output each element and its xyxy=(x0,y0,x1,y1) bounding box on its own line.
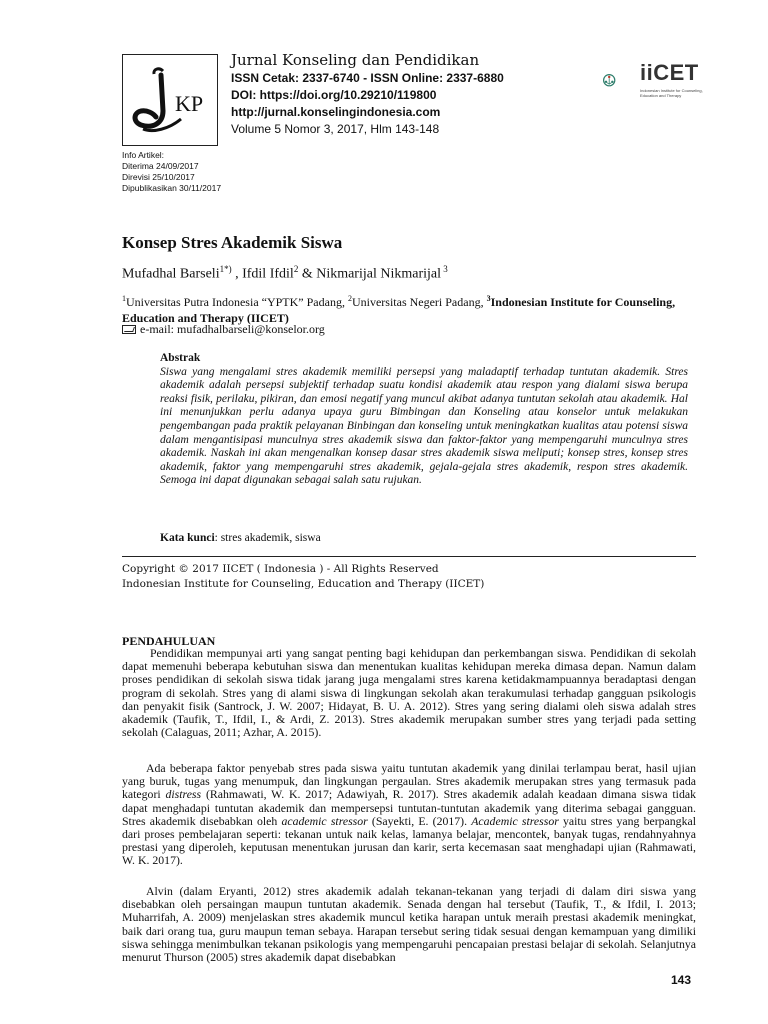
journal-header xyxy=(231,50,504,138)
affiliation: Universitas Negeri Padang, xyxy=(351,295,487,309)
abstract-text: Siswa yang mengalami stres akademik memiliki persepsi yang maladaptif terhadap tuntutan akademik. Stres akademik adalah persepsi subjektif terhadap suatu kondisi akademik atau respon yang dialami siswa berupa reaksi fisik, perilaku, pikiran, dan emosi negatif yang muncul akibat adanya tuntutan sekolah atau akademik. Hal ini menunjukkan perlu adanya upaya guru Bimbingan dan Konseling atau konselor untuk melakukan pengembangan pada praktik pelayanan Binbingan dan konseling untuk meningkatkan kualitas atau potensi siswa dalam mengantisipasi munculnya stres akademik siswa dan faktor-faktor yang mempengaruhi munculnya stres akademik. Naskah ini akan mengenalkan konsep dasar stres akademik siswa meliputi; konsep stres, konsep stres akademik, faktor yang mempengaruhi stres akademik, gejala-gejala stres akademik, respon stres akademik. Semoga ini dapat digunakan sebagai salah satu rujukan. xyxy=(160,365,688,487)
keywords-text: : stres akademik, siswa xyxy=(214,532,321,544)
email-label: e-mail xyxy=(140,322,171,336)
paragraph: Pendidikan mempunyai arti yang sangat penting bagi kehidupan dan perkembangan siswa. Pendidikan di sekolah dapat memenuhi beberapa kebutuhan siswa dan menentukan kualitas kehidupan mereka dimasa depan. Namun dalam proses pendidikan di sekolah siswa tidak jarang juga mengalami stres karena ketidakmampuannya beradaptasi dengan program di sekolah. Stres yang di alami siswa di lingkungan sekolah akan terakumulasi terhadap gangguan psikologis dan penyakit fisik (Santrock, J. W. 2007; Hidayat, B. U. A. 2012). Stres yang sering dialami oleh siswa adalah stres akademik (Taufik, T., Ifdil, I., & Ardi, Z. 2013). Stres akademik merupakan sumber stres yang terjadi pada setting sekolah (Calaguas, 2011; Azhar, A. 2015). xyxy=(122,646,696,740)
author-sup: 1*) xyxy=(219,264,232,274)
section-title: PENDAHULUAN xyxy=(122,634,216,648)
journal-volume: Volume 5 Nomor 3, 2017, Hlm 143-148 xyxy=(231,122,440,136)
author-name: Mufadhal Barseli xyxy=(122,266,220,282)
jkp-logo-icon xyxy=(123,55,219,147)
author-sup: 3 xyxy=(441,264,448,274)
iicet-wordmark: iiCET xyxy=(640,60,699,85)
paragraph xyxy=(122,762,696,868)
info-published: Dipublikasikan 30/11/2017 xyxy=(122,183,222,193)
copyright-line: Copyright © 2017 IICET ( Indonesia ) - All Rights Reserved xyxy=(122,563,439,575)
email-address[interactable]: : mufadhalbarseli@konselor.org xyxy=(170,322,325,336)
author-name: Nikmarijal Nikmarijal xyxy=(316,266,441,282)
article-title: Konsep Stres Akademik Siswa xyxy=(122,233,343,252)
copyright-org: Indonesian Institute for Counseling, Education and Therapy (IICET) xyxy=(122,578,485,590)
abstract xyxy=(160,352,688,488)
logo-text: KP xyxy=(175,91,204,116)
author-separator: , xyxy=(231,266,243,282)
affil-sup: 2 xyxy=(347,294,352,303)
iicet-tagline: Indonesian Institute for Counseling, Education and Therapy xyxy=(640,88,703,98)
author-list xyxy=(122,264,448,283)
author-separator: & xyxy=(298,266,317,282)
info-received: Diterima 24/09/2017 xyxy=(122,161,199,171)
journal-name: Jurnal Konseling dan Pendidikan xyxy=(231,51,480,69)
affil-sup: 1 xyxy=(122,294,126,303)
info-revised: Direvisi 25/10/2017 xyxy=(122,172,195,182)
paragraph: Alvin (dalam Eryanti, 2012) stres akademik adalah tekanan-tekanan yang terjadi di dalam diri siswa yang disebabkan oleh persaingan maupun tuntutan akademik. Senada dengan hal tersebut (Taufik, T., & Ifdil, I. 2013; Muharrifah, A. 2009) menjelaskan stres akademik muncul ketika harapan untuk meraih prestasi akademik meningkat, baik dari orang tua, guru maupun teman sebaya. Harapan tersebut sering tidak sesuai dengan kemampuan yang dimiliki siswa sehingga menimbulkan tekanan psikologis yang mempengaruhi pencapaian prestasi belajar di sekolah. Selanjutnya menurut Thurson (2005) stres akademik dapat disebabkan xyxy=(122,884,696,965)
italic-term: academic stressor xyxy=(281,813,368,828)
info-heading: Info Artikel: xyxy=(122,150,165,160)
affiliation: Indonesian Institute for Counseling, Education and Therapy (IICET) xyxy=(122,295,676,325)
keywords-label: Kata kunci xyxy=(160,532,215,544)
mail-icon xyxy=(122,325,136,334)
paragraph-text: yaitu stres yang berpangkal dari proses pembelajaran seperti: tekanan untuk naik kelas, lamanya belajar, mencontek, banyak tugas, rendahnyahnya prestasi yang diperoleh, keputusan menentukan jurusan dan karir, serta kecemasan saat menghadapi ujian (Rahmawati, W. K. 2017). xyxy=(122,813,696,868)
abstract-heading: Abstrak xyxy=(160,352,201,364)
paragraph-text: (Sayekti, E. (2017). xyxy=(367,813,472,828)
copyright-block xyxy=(122,556,696,592)
email-line xyxy=(122,322,325,337)
affil-sup: 3 xyxy=(486,294,491,303)
iicet-logo-icon xyxy=(602,62,638,100)
affiliations xyxy=(122,291,722,326)
journal-url[interactable]: http://jurnal.konselingindonesia.com xyxy=(231,105,441,119)
author-sup: 2 xyxy=(293,264,299,274)
author-name: Ifdil Ifdil xyxy=(242,266,294,282)
article-info xyxy=(122,150,221,194)
paragraph-text: Ada beberapa faktor penyebab stres pada siswa yaitu tuntutan akademik yang dinilai terlampau berat, hasil ujian yang buruk, tugas yang menumpuk, dan lingkungan pergaulan. Stres akademik merupakan stres yang termasuk pada kategori xyxy=(122,761,696,802)
journal-logo xyxy=(122,54,218,146)
affiliation: Universitas Putra Indonesia “YPTK” Padang, xyxy=(126,295,348,309)
journal-doi[interactable]: DOI: https://doi.org/10.29210/119800 xyxy=(231,88,437,102)
italic-term: Academic stressor xyxy=(471,813,559,828)
keywords xyxy=(160,532,321,544)
page-number: 143 xyxy=(671,973,692,987)
journal-issn: ISSN Cetak: 2337-6740 - ISSN Online: 2337-6880 xyxy=(231,71,504,85)
paragraph-text: (Rahmawati, W. K. 2017; Adawiyah, R. 2017). Stres akademik adalah keadaan dimana siswa tidak dapat menghadapi tuntutan akademik dan mempersepsi tuntutan-tuntutan akademik yang diterima sebagai gangguan. Stres akademik disebabkan oleh xyxy=(122,787,696,828)
italic-term: distress xyxy=(165,787,202,802)
